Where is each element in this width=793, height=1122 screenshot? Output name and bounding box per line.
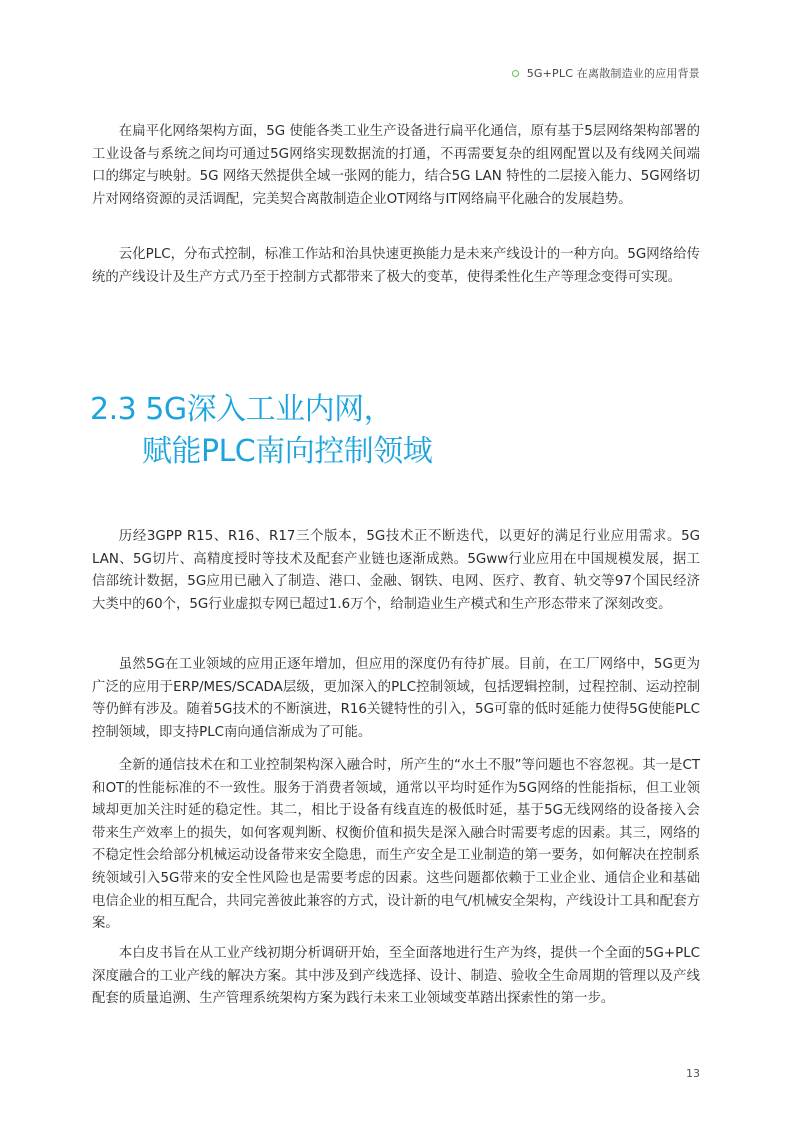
section-heading-line-2: 赋能PLC南向控制领域 bbox=[142, 434, 433, 469]
section-heading-line-1: 2.3 5G深入工业内网， bbox=[90, 392, 394, 427]
page-number: 13 bbox=[686, 1067, 700, 1080]
body-paragraph-3: 全新的通信技术在和工业控制架构深入融合时，所产生的“水土不服”等问题也不容忽视。其一是CT和OT的性能标准的不一致性。服务于消费者领域，通常以平均时延作为5G网络的性能指标，但工业领域却更加关注时延的稳定性。其二，相比于设备有线直连的极低时延，基于5G无线网络的设备接入会带来生产效率上的损失，如何客观判断、权衡价值和损失是深入融合时需要考虑的因素。其三，网络的不稳定性会给部分机械运动设备带来安全隐患，而生产安全是工业制造的第一要务，如何解决在控制系统领域引入5G带来的安全性风险也是需要考虑的因素。这些问题都依赖于工业企业、通信企业和基础电信企业的相互配合，共同完善彼此兼容的方式，设计新的电气/机械安全架构，产线设计工具和配套方案。 bbox=[92, 758, 700, 932]
intro-paragraph-1: 在扁平化网络架构方面，5G 使能各类工业生产设备进行扁平化通信，原有基于5层网络架构部署的工业设备与系统之间均可通过5G网络实现数据流的打通，不再需要复杂的组网配置以及有线网关间端口的绑定与映射。5G 网络天然提供全域一张网的能力，结合5G LAN 特性的二层接入能力、5G网络切片对网络资源的灵活调配，完美契合离散制造企业OT网络与IT网络扁平化融合的发展趋势。 bbox=[92, 124, 700, 207]
intro-paragraph-2: 云化PLC，分布式控制，标准工作站和治具快速更换能力是未来产线设计的一种方向。5G网络给传统的产线设计及生产方式乃至于控制方式都带来了极大的变革，使得柔性化生产等理念变得可实现。 bbox=[92, 247, 700, 285]
body-paragraph-4: 本白皮书旨在从工业产线初期分析调研开始，至全面落地进行生产为终，提供一个全面的5G+PLC深度融合的工业产线的解决方案。其中涉及到产线选择、设计、制造、验收全生命周期的管理以及产线配套的质量追溯、生产管理系统架构方案为践行未来工业领域变革踏出探索性的第一步。 bbox=[92, 946, 700, 1007]
body-paragraph-1: 历经3GPP R15、R16、R17三个版本，5G技术正不断迭代，以更好的满足行业应用需求。5G LAN、5G切片、高精度授时等技术及配套产业链也逐渐成熟。5Gww行业应用在中国规模发展，据工信部统计数据，5G应用已融入了制造、港口、金融、钢铁、电网、医疗、教育、轨交等97个国民经济大类中的60个，5G行业虚拟专网已超过1.6万个，给制造业生产模式和生产形态带来了深刻改变。 bbox=[92, 529, 700, 612]
running-header bbox=[512, 65, 700, 81]
body-paragraph-2: 虽然5G在工业领域的应用正逐年增加，但应用的深度仍有待扩展。目前，在工厂网络中，5G更为广泛的应用于ERP/MES/SCADA层级，更加深入的PLC控制领域，包括逻辑控制，过程控制、运动控制等仍鲜有涉及。随着5G技术的不断演进，R16关键特性的引入，5G可靠的低时延能力使得5G使能PLC控制领域，即支持PLC南向通信渐成为了可能。 bbox=[92, 657, 700, 740]
header-bullet-icon bbox=[512, 70, 519, 77]
section-heading bbox=[90, 389, 432, 473]
running-header-title: 5G+PLC 在离散制造业的应用背景 bbox=[526, 67, 700, 80]
